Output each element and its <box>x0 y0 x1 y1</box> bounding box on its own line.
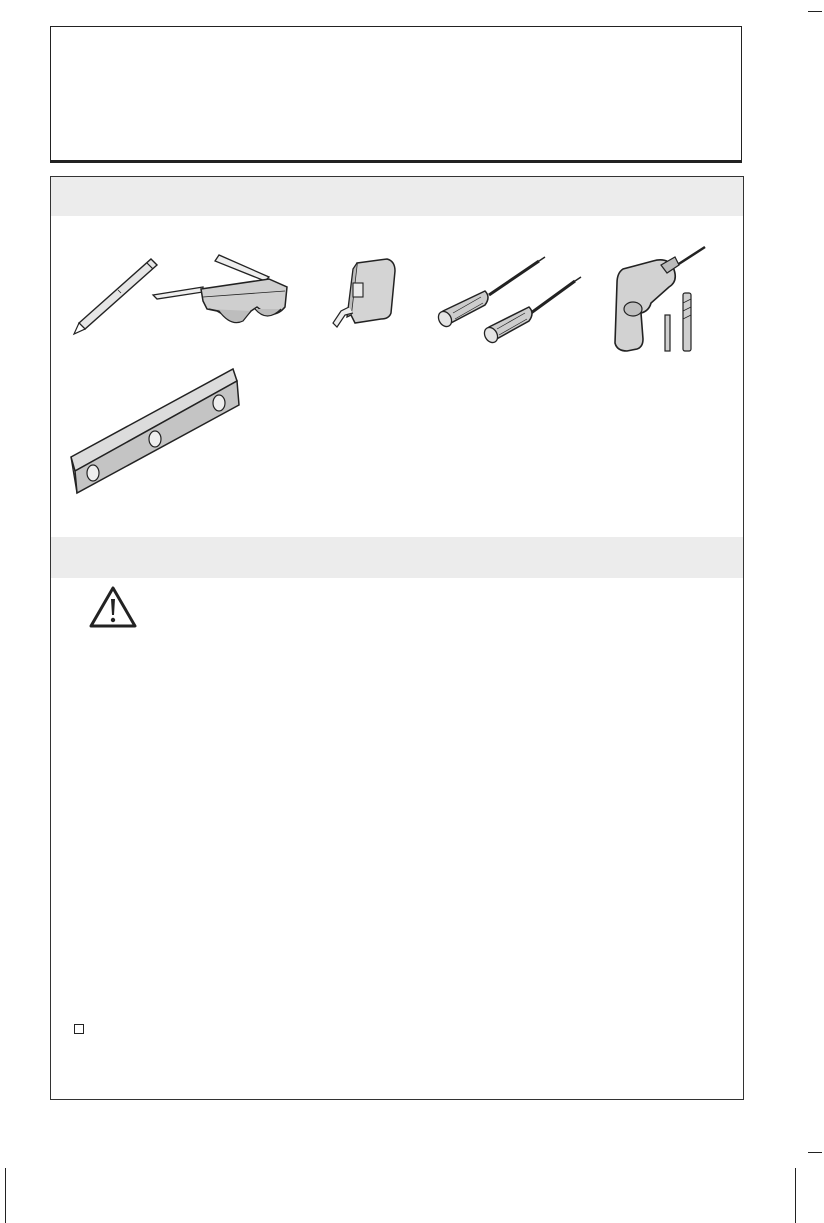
crop-mark-top-right <box>808 11 822 12</box>
drill-icon <box>609 243 719 355</box>
warning-triangle-icon <box>88 585 138 629</box>
screwdrivers-icon <box>433 251 583 351</box>
spirit-level-icon <box>69 367 244 497</box>
safety-glasses-icon <box>151 251 291 351</box>
crop-mark-bottom-right-v <box>795 1168 796 1223</box>
tape-measure-icon <box>331 257 403 333</box>
safety-section-header <box>51 537 743 578</box>
crop-mark-bottom-left <box>5 1168 6 1223</box>
header-box <box>50 26 742 161</box>
main-content-box <box>50 176 744 1100</box>
crop-mark-bottom-right <box>808 1152 822 1153</box>
pencil-icon <box>71 255 161 335</box>
tools-section-header <box>51 177 743 216</box>
checkbox[interactable] <box>74 1024 84 1034</box>
